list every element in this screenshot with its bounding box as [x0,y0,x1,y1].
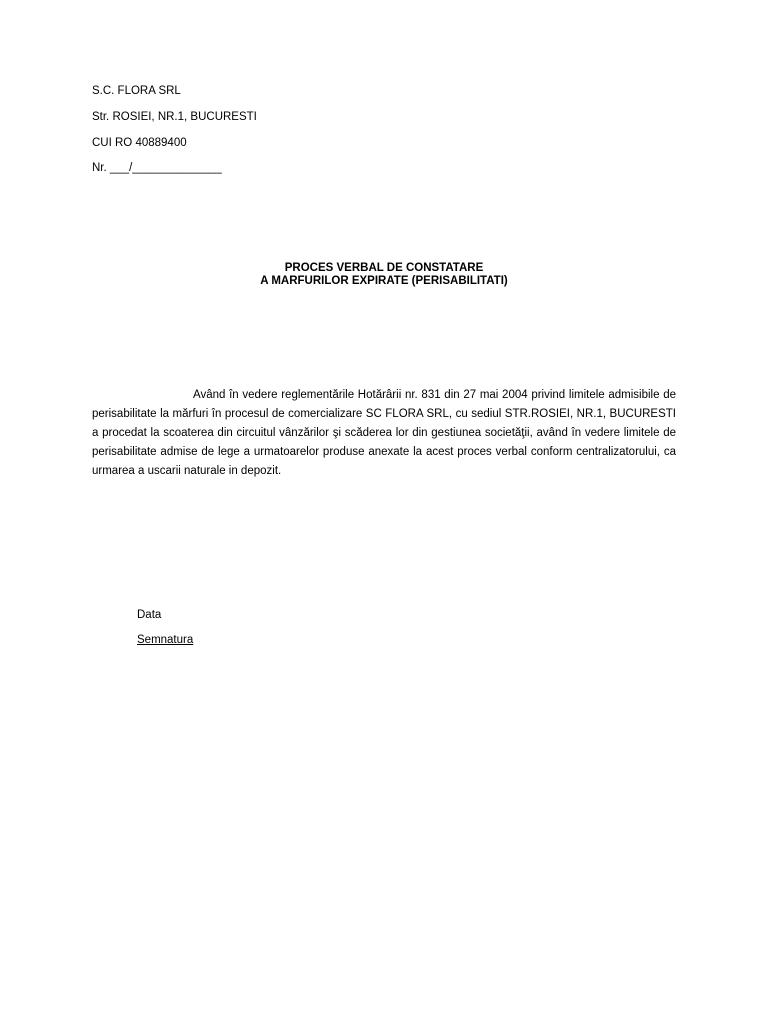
title-line-2: A MARFURILOR EXPIRATE (PERISABILITATI) [260,275,508,287]
document-number: Nr. ___/______________ [92,162,222,174]
body-paragraph: Având în vedere reglementările Hotărârii nr. 831 din 27 mai 2004 privind limitele admisibile de perisabilitate la mărfuri în procesul de comercializare SC FLORA SRL, cu sediul STR.ROSIEI, NR.1, BUCURESTI a procedat la scoaterea din circuitul vânzărilor şi scăderea lor din gestiunea societăţii, având în vedere limitele de perisabilitate admise de lege a urmatoarelor produse anexate la acest proces verbal conform centralizatorului, ca urmarea a uscarii naturale in depozit. [92,389,676,477]
title-line-1: PROCES VERBAL DE CONSTATARE [284,262,484,274]
company-name: S.C. FLORA SRL [92,85,181,97]
company-cui: CUI RO 40889400 [92,137,187,149]
company-address: Str. ROSIEI, NR.1, BUCURESTI [92,111,257,123]
date-label: Data [137,609,162,621]
signature-label: Semnatura [137,634,194,646]
